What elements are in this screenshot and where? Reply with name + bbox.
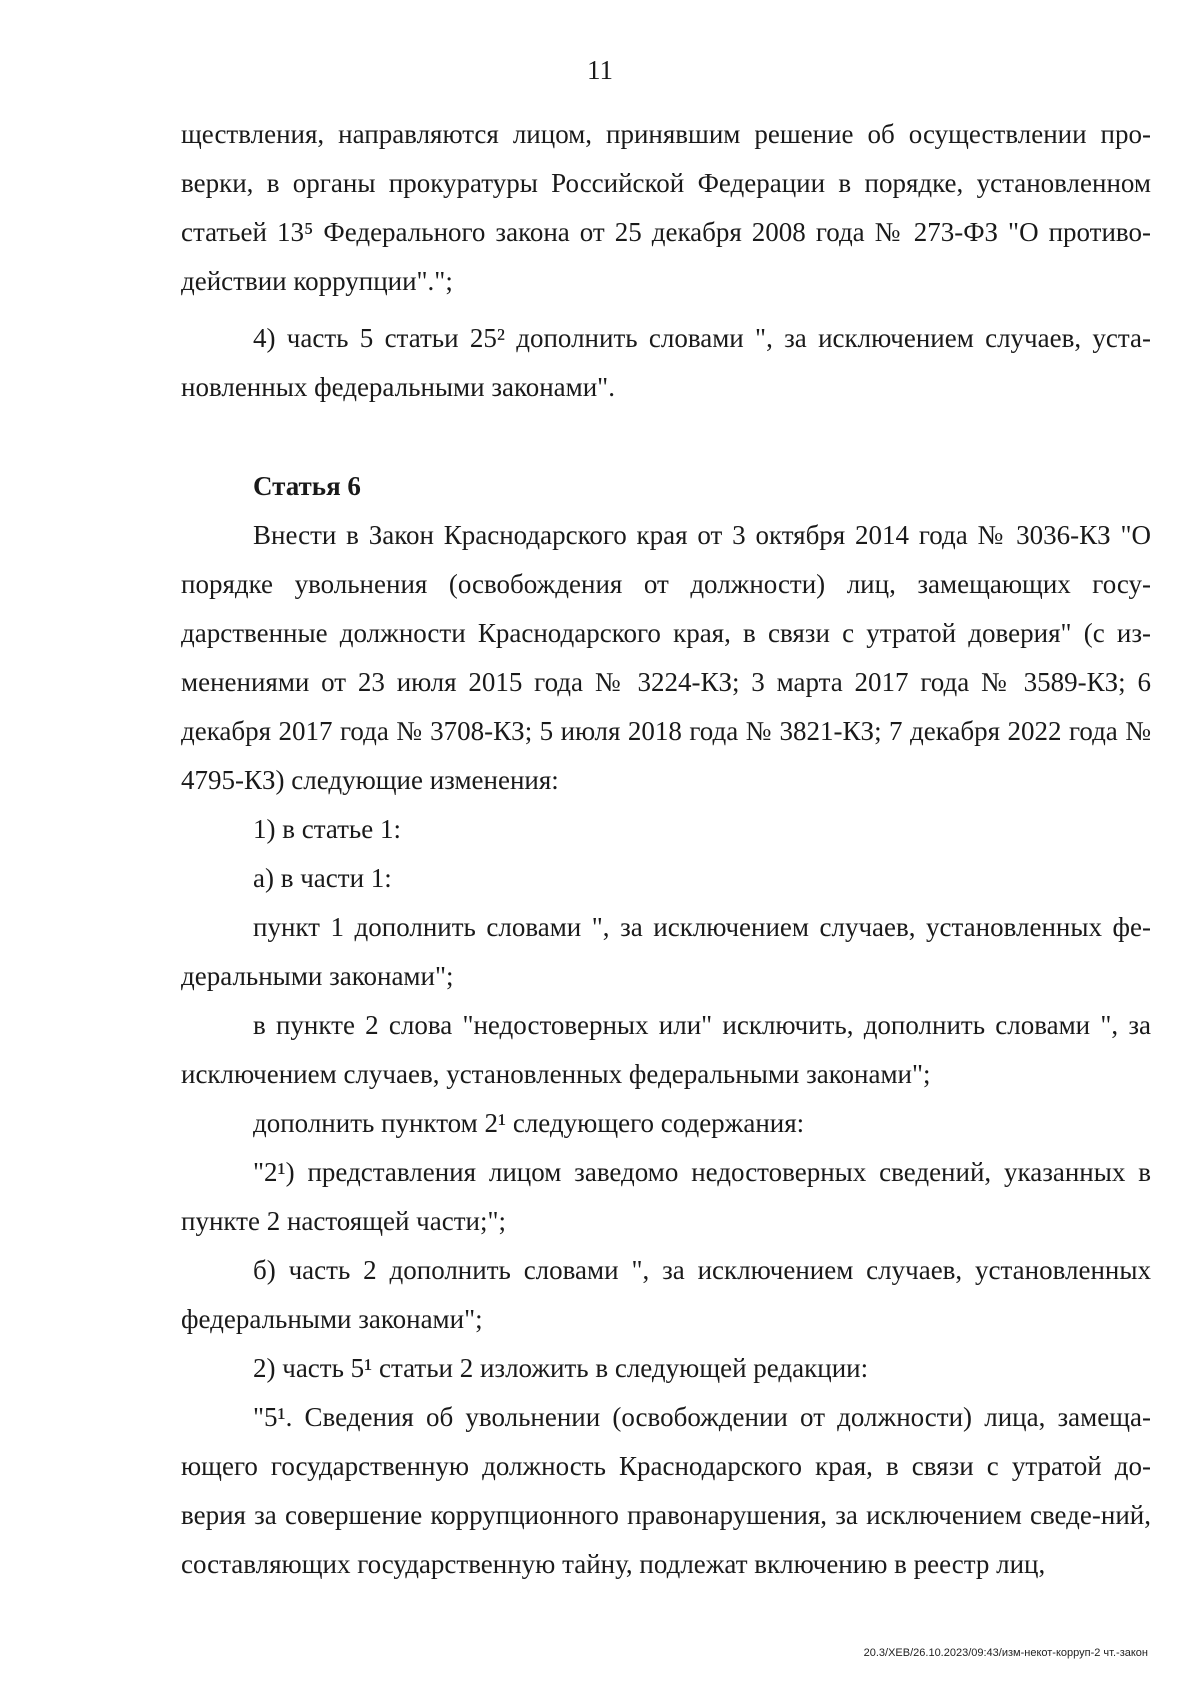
paragraph: 1) в статье 1: xyxy=(253,814,401,844)
document-body xyxy=(181,110,1151,1589)
paragraph: дополнить пунктом 2¹ следующего содержания: xyxy=(253,1108,805,1138)
paragraph: 2) часть 5¹ статьи 2 изложить в следующей редакции: xyxy=(253,1353,869,1383)
page-number: 11 xyxy=(587,55,613,85)
paragraph: "2¹) представления лицом заведомо недостоверных сведений, указанных в пункте 2 настоящей части;"; xyxy=(181,1157,1151,1236)
paragraph: в пункте 2 слова "недостоверных или" исключить, дополнить словами ", за исключением случаев, установленных федеральными законами"; xyxy=(181,1010,1151,1089)
article-heading: Статья 6 xyxy=(253,471,361,501)
paragraph: б) часть 2 дополнить словами ", за исключением случаев, установленных федеральными законами"; xyxy=(181,1255,1151,1334)
paragraph: 4) часть 5 статьи 25² дополнить словами ", за исключением случаев, уста-новленных федеральными законами". xyxy=(181,323,1151,402)
document-footer: 20.3/ХЕВ/26.10.2023/09:43/изм-некот-корруп-2 чт.-закон xyxy=(863,1647,1148,1659)
paragraph: пункт 1 дополнить словами ", за исключением случаев, установленных фе-деральными законами"; xyxy=(181,912,1151,991)
paragraph: "5¹. Сведения об увольнении (освобождении от должности) лица, замеща-ющего государственную должность Краснодарского края, в связи с утратой до-верия за совершение коррупционного правонарушения, за исключением сведе-ний, составляющих государственную тайну, подлежат включению в реестр лиц, xyxy=(181,1402,1151,1579)
paragraph: ществления, направляются лицом, принявшим решение об осуществлении про-верки, в органы прокуратуры Российской Федерации в порядке, установленном статьей 13⁵ Федерального закона от 25 декабря 2008 года № 273-ФЗ "О противо-действии коррупции"."; xyxy=(181,119,1151,296)
paragraph: а) в части 1: xyxy=(253,863,392,893)
paragraph: Внести в Закон Краснодарского края от 3 октября 2014 года № 3036-КЗ "О порядке увольнения (освобождения от должности) лиц, замещающих госу-дарственные должности Краснодарского края, в связи с утратой доверия" (с из-менениями от 23 июля 2015 года № 3224-КЗ; 3 марта 2017 года № 3589-КЗ; 6 декабря 2017 года № 3708-КЗ; 5 июля 2018 года № 3821-КЗ; 7 декабря 2022 года № 4795-КЗ) следующие изменения: xyxy=(181,520,1151,795)
